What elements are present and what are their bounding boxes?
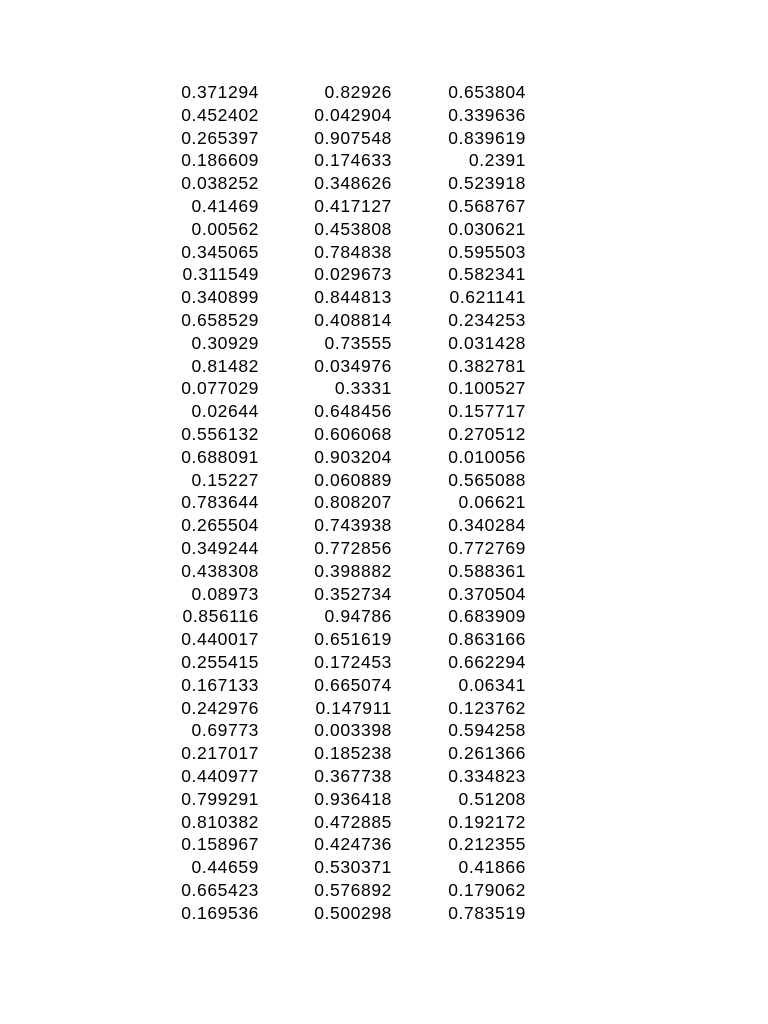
table-cell: 0.856116	[182, 606, 259, 627]
table-cell: 0.863166	[448, 629, 526, 650]
table-row	[146, 697, 526, 720]
table-row	[146, 788, 526, 811]
table-cell: 0.438308	[181, 560, 259, 581]
table-cell: 0.08973	[191, 583, 259, 604]
table-cell: 0.261366	[448, 743, 526, 764]
table-cell: 0.265504	[181, 515, 259, 536]
table-cell: 0.844813	[314, 287, 392, 308]
table-cell: 0.157717	[448, 401, 526, 422]
table-cell: 0.06621	[458, 492, 526, 513]
table-cell: 0.576892	[314, 879, 392, 900]
table-cell: 0.82926	[324, 82, 392, 102]
table-row	[146, 446, 526, 469]
table-row	[146, 355, 526, 378]
table-row	[146, 605, 526, 628]
table-cell: 0.653804	[448, 82, 526, 102]
table-cell: 0.452402	[181, 104, 259, 125]
table-cell: 0.06341	[458, 674, 526, 695]
table-cell: 0.424736	[314, 834, 392, 855]
table-cell: 0.185238	[314, 743, 392, 764]
table-cell: 0.100527	[448, 378, 526, 399]
table-row	[146, 127, 526, 150]
table-row	[146, 811, 526, 834]
table-row	[146, 469, 526, 492]
table-row	[146, 674, 526, 697]
table-cell: 0.349244	[181, 537, 259, 558]
table-cell: 0.382781	[448, 355, 526, 376]
table-cell: 0.648456	[314, 401, 392, 422]
table-row	[146, 309, 526, 332]
table-cell: 0.556132	[181, 423, 259, 444]
table-cell: 0.217017	[181, 743, 259, 764]
table-cell: 0.799291	[181, 788, 259, 809]
table-cell: 0.588361	[448, 560, 526, 581]
table-cell: 0.034976	[314, 355, 392, 376]
table-cell: 0.595503	[448, 241, 526, 262]
table-cell: 0.242976	[181, 697, 259, 718]
table-cell: 0.688091	[181, 446, 259, 467]
table-cell: 0.179062	[448, 879, 526, 900]
table-cell: 0.582341	[448, 264, 526, 285]
table-cell: 0.003398	[314, 720, 392, 741]
table-cell: 0.41866	[458, 857, 526, 878]
table-cell: 0.370504	[448, 583, 526, 604]
table-cell: 0.348626	[314, 173, 392, 194]
table-cell: 0.265397	[181, 127, 259, 148]
table-cell: 0.371294	[181, 82, 259, 102]
table-cell: 0.440977	[181, 765, 259, 786]
table-cell: 0.340899	[181, 287, 259, 308]
table-cell: 0.568767	[448, 195, 526, 216]
table-cell: 0.417127	[314, 195, 392, 216]
table-cell: 0.3331	[334, 378, 392, 399]
table-cell: 0.167133	[181, 674, 259, 695]
table-cell: 0.398882	[314, 560, 392, 581]
table-row	[146, 172, 526, 195]
table-cell: 0.772856	[314, 537, 392, 558]
table-cell: 0.408814	[314, 309, 392, 330]
table-cell: 0.02644	[191, 401, 259, 422]
table-cell: 0.472885	[314, 811, 392, 832]
table-row	[146, 628, 526, 651]
table-cell: 0.743938	[314, 515, 392, 536]
table-cell: 0.783519	[448, 902, 526, 923]
table-row	[146, 879, 526, 902]
table-cell: 0.255415	[181, 651, 259, 672]
table-cell: 0.907548	[314, 127, 392, 148]
table-cell: 0.665074	[314, 674, 392, 695]
table-cell: 0.440017	[181, 629, 259, 650]
table-body	[146, 81, 526, 924]
table-cell: 0.808207	[314, 492, 392, 513]
table-row	[146, 765, 526, 788]
table-cell: 0.174633	[314, 150, 392, 171]
table-row	[146, 651, 526, 674]
table-cell: 0.311549	[182, 264, 259, 285]
table-cell: 0.123762	[448, 697, 526, 718]
table-row	[146, 902, 526, 925]
table-cell: 0.038252	[181, 173, 259, 194]
table-cell: 0.060889	[314, 469, 392, 490]
table-cell: 0.565088	[448, 469, 526, 490]
table-row	[146, 195, 526, 218]
table-row	[146, 286, 526, 309]
table-cell: 0.042904	[314, 104, 392, 125]
table-cell: 0.029673	[314, 264, 392, 285]
table-cell: 0.530371	[314, 857, 392, 878]
table-cell: 0.186609	[181, 150, 259, 171]
table-cell: 0.172453	[314, 651, 392, 672]
table-cell: 0.839619	[448, 127, 526, 148]
table-cell: 0.453808	[314, 218, 392, 239]
table-cell: 0.44659	[191, 857, 259, 878]
table-cell: 0.772769	[448, 537, 526, 558]
table-cell: 0.784838	[314, 241, 392, 262]
table-cell: 0.30929	[191, 332, 259, 353]
table-row	[146, 583, 526, 606]
table-cell: 0.367738	[314, 765, 392, 786]
table-cell: 0.523918	[448, 173, 526, 194]
table-cell: 0.030621	[448, 218, 526, 239]
table-cell: 0.010056	[448, 446, 526, 467]
table-row	[146, 514, 526, 537]
table-cell: 0.81482	[191, 355, 259, 376]
table-cell: 0.606068	[314, 423, 392, 444]
table-cell: 0.73555	[324, 332, 392, 353]
table-cell: 0.234253	[448, 309, 526, 330]
table-cell: 0.662294	[448, 651, 526, 672]
table-cell: 0.810382	[181, 811, 259, 832]
table-cell: 0.2391	[468, 150, 526, 171]
table-cell: 0.158967	[181, 834, 259, 855]
table-row	[146, 241, 526, 264]
table-row	[146, 423, 526, 446]
table-cell: 0.658529	[181, 309, 259, 330]
table-row	[146, 719, 526, 742]
table-cell: 0.651619	[314, 629, 392, 650]
table-cell: 0.683909	[448, 606, 526, 627]
table-cell: 0.594258	[448, 720, 526, 741]
table-cell: 0.147911	[315, 697, 392, 718]
table-cell: 0.665423	[181, 879, 259, 900]
table-cell: 0.41469	[191, 195, 259, 216]
table-cell: 0.69773	[191, 720, 259, 741]
table-cell: 0.00562	[191, 218, 259, 239]
table-cell: 0.077029	[181, 378, 259, 399]
table-cell: 0.783644	[181, 492, 259, 513]
table-row	[146, 332, 526, 355]
table-row	[146, 833, 526, 856]
table-row	[146, 742, 526, 765]
table-row	[146, 377, 526, 400]
table-cell: 0.270512	[448, 423, 526, 444]
table-cell: 0.500298	[314, 902, 392, 923]
table-cell: 0.345065	[181, 241, 259, 262]
table-cell: 0.192172	[448, 811, 526, 832]
table-cell: 0.621141	[449, 287, 526, 308]
table-cell: 0.936418	[314, 788, 392, 809]
table-row	[146, 537, 526, 560]
table-cell: 0.339636	[448, 104, 526, 125]
table-row	[146, 263, 526, 286]
table-cell: 0.031428	[448, 332, 526, 353]
table-row	[146, 560, 526, 583]
table-cell: 0.51208	[458, 788, 526, 809]
table-row	[146, 104, 526, 127]
table-cell: 0.15227	[191, 469, 259, 490]
table-row	[146, 81, 526, 104]
table-cell: 0.903204	[314, 446, 392, 467]
table-row	[146, 400, 526, 423]
table-cell: 0.352734	[314, 583, 392, 604]
table-cell: 0.334823	[448, 765, 526, 786]
table-row	[146, 218, 526, 241]
numeric-data-table	[146, 81, 526, 924]
table-cell: 0.169536	[181, 902, 259, 923]
table-row	[146, 149, 526, 172]
table-row	[146, 491, 526, 514]
table-cell: 0.212355	[448, 834, 526, 855]
table-cell: 0.340284	[448, 515, 526, 536]
table-row	[146, 856, 526, 879]
table-cell: 0.94786	[324, 606, 392, 627]
